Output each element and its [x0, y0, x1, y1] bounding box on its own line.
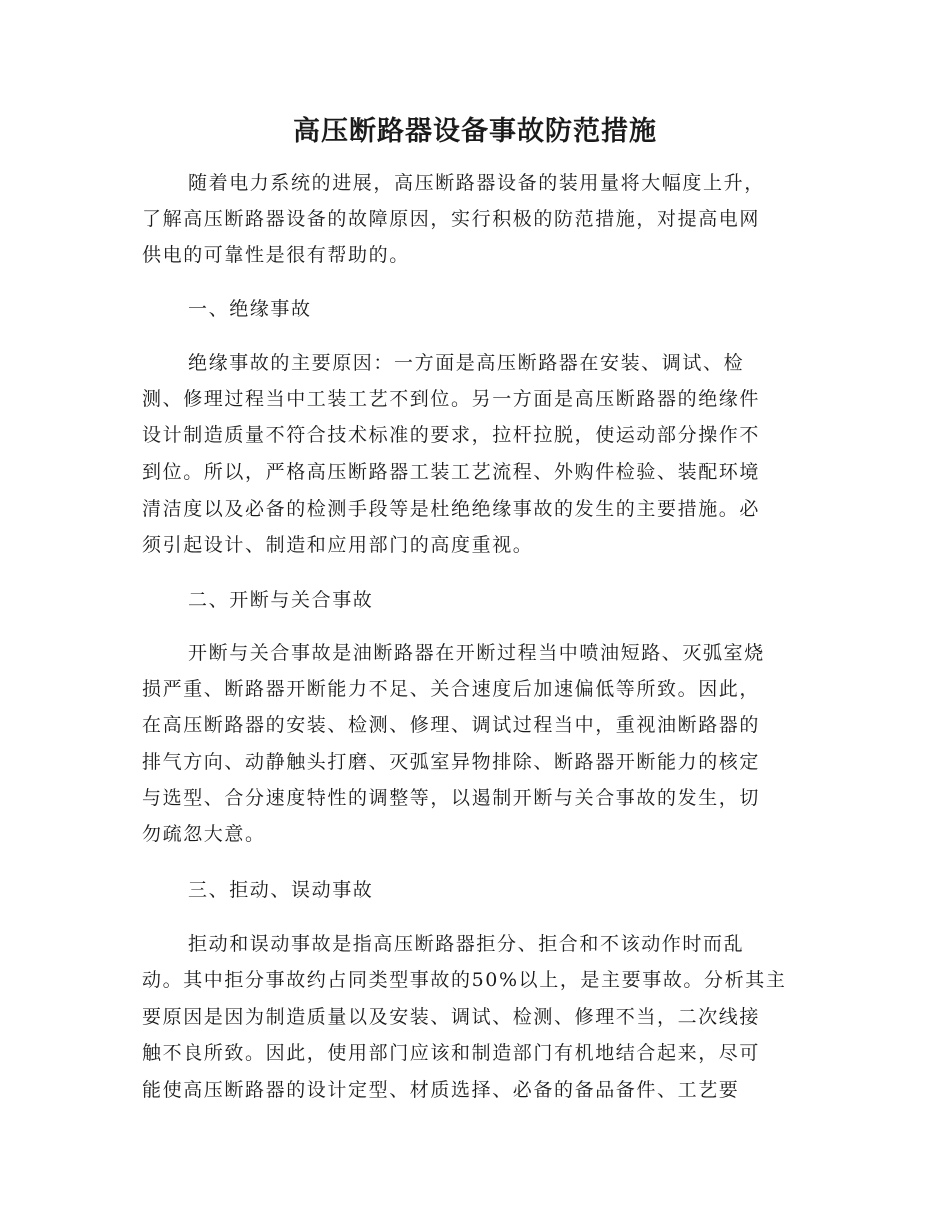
paragraph-line: 能使高压断路器的设计定型、材质选择、必备的备品备件、工艺要 [142, 1079, 740, 1101]
paragraph-line: 测、修理过程当中工装工艺不到位。另一方面是高压断路器的绝缘件 [142, 388, 761, 410]
paragraph-line: 勿疏忽大意。 [142, 823, 266, 845]
paragraph-line: 开断与关合事故是油断路器在开断过程当中喷油短路、灭弧室烧 [188, 642, 765, 664]
paragraph-line: 要原因是因为制造质量以及安装、调试、检测、修理不当，二次线接 [142, 1006, 761, 1028]
paragraph-line: 排气方向、动静触头打磨、灭弧室异物排除、断路器开断能力的核定 [142, 751, 761, 773]
document-title: 高压断路器设备事故防范措施 [293, 116, 657, 147]
paragraph-line: 拒动和误动事故是指高压断路器拒分、拒合和不该动作时而乱 [188, 933, 745, 955]
paragraph-line: 与选型、合分速度特性的调整等，以遏制开断与关合事故的发生，切 [142, 787, 761, 809]
paragraph-line: 在高压断路器的安装、检测、修理、调试过程当中，重视油断路器的 [142, 714, 761, 736]
paragraph-line: 随着电力系统的进展，高压断路器设备的装用量将大幅度上升， [188, 172, 765, 194]
paragraph-line: 清洁度以及必备的检测手段等是杜绝绝缘事故的发生的主要措施。必 [142, 498, 761, 520]
paragraph-line: 绝缘事故的主要原因：一方面是高压断路器在安装、调试、检 [188, 352, 745, 374]
paragraph-line: 动。其中拒分事故约占同类型事故的50%以上，是主要事故。分析其主 [142, 969, 787, 991]
section-heading: 二、开断与关合事故 [188, 589, 374, 611]
paragraph-line: 到位。所以，严格高压断路器工装工艺流程、外购件检验、装配环境 [142, 461, 761, 483]
paragraph-line: 了解高压断路器设备的故障原因，实行积极的防范措施，对提高电网 [142, 208, 761, 230]
paragraph-line: 触不良所致。因此，使用部门应该和制造部门有机地结合起来，尽可 [142, 1042, 761, 1064]
section-heading: 三、拒动、误动事故 [188, 879, 374, 901]
paragraph-line: 设计制造质量不符合技术标准的要求，拉杆拉脱，使运动部分操作不 [142, 424, 761, 446]
section-heading: 一、绝缘事故 [188, 298, 312, 320]
paragraph-line: 须引起设计、制造和应用部门的高度重视。 [142, 534, 534, 556]
paragraph-line: 损严重、断路器开断能力不足、关合速度后加速偏低等所致。因此， [142, 678, 761, 700]
paragraph-line: 供电的可靠性是很有帮助的。 [142, 244, 410, 266]
